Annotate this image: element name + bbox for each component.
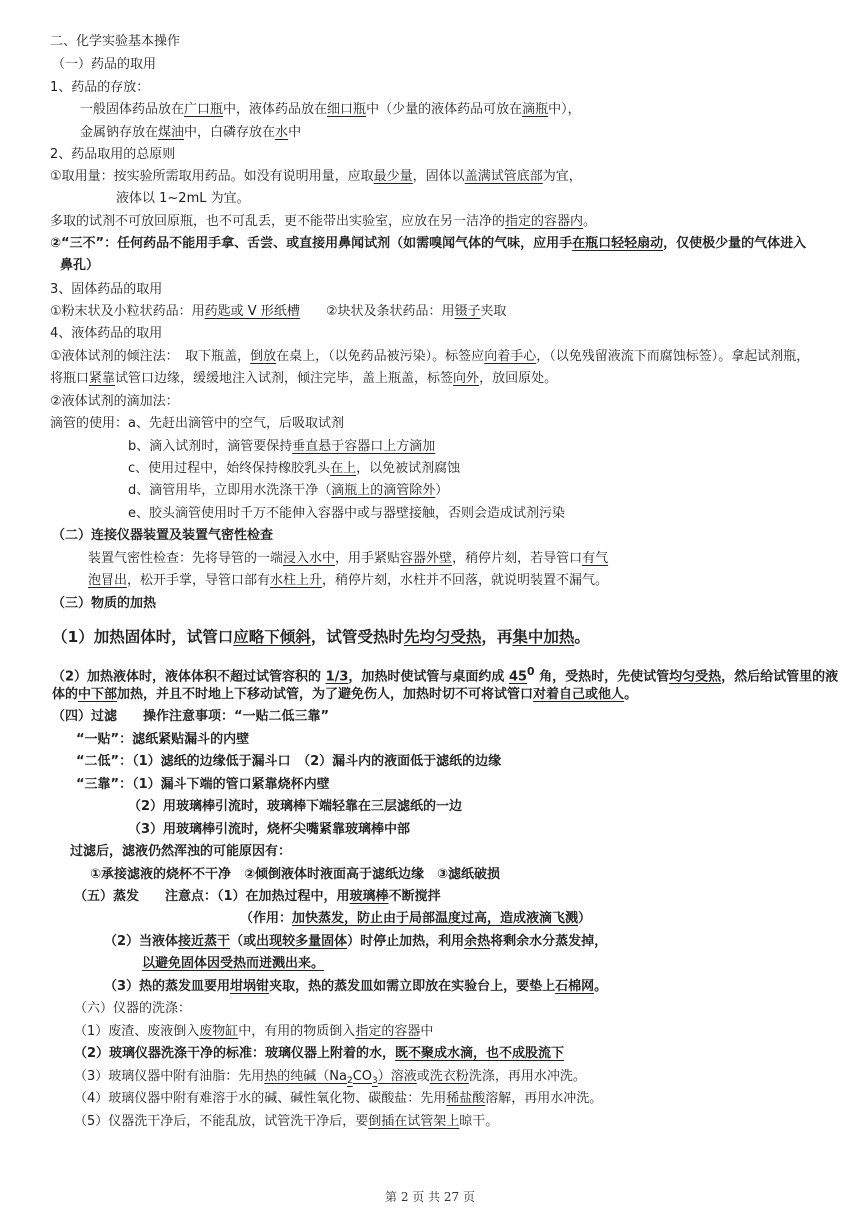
underlined-key-term: 均匀受热 [669, 669, 722, 685]
text-segment: 3、固体药品的取用 [50, 282, 163, 297]
text-segment: 二、化学实验基本操作 [50, 34, 181, 49]
text-segment: 中 [420, 1024, 434, 1039]
text-segment: 晾干。 [459, 1114, 499, 1129]
text-segment: （2）加热液体时，液体体积不超过试管容积的 [52, 669, 326, 685]
text-segment: ，放回原处。 [479, 371, 558, 386]
underlined-key-term: 应略下倾斜 [233, 628, 311, 646]
text-segment: 为宜， [542, 169, 582, 184]
underlined-key-term: ）溶液 [377, 1069, 417, 1084]
text-segment: 装置气密性检查：先将导管的一端 [88, 551, 284, 566]
underlined-key-term: 接近蒸干 [178, 934, 231, 949]
text-segment: ①粉末状及小粒状药品：用 [50, 304, 205, 319]
text-line [52, 662, 838, 687]
text-line [76, 730, 249, 750]
text-segment: （4）玻璃仪器中附有难溶于水的碱、碱性氧化物、碳酸盐：先用 [74, 1091, 447, 1106]
text-line [50, 78, 149, 98]
text-segment: （2）用玻璃棒引流时，玻璃棒下端轻靠在三层滤纸的一边 [128, 799, 463, 814]
underlined-key-term: 既不聚成水滴，也不成股流下 [395, 1046, 565, 1061]
text-segment: ，然后给试管里的液 [721, 669, 839, 685]
text-line [50, 167, 582, 187]
underlined-key-term: 废物缸 [199, 1024, 239, 1039]
text-line [128, 459, 460, 479]
text-line [74, 1044, 564, 1064]
text-segment: （3）热的蒸发皿要用 [104, 979, 231, 994]
underlined-key-term: 水柱上升 [270, 573, 323, 588]
text-segment: 夹取 [480, 304, 507, 319]
text-segment: （作用： [240, 911, 293, 926]
text-line [128, 481, 448, 501]
text-line [90, 865, 500, 885]
text-segment: ，稍停片刻，若导管口 [452, 551, 583, 566]
underlined-key-term: 余热 [464, 934, 491, 949]
underlined-key-term: 3 [372, 1076, 378, 1086]
underlined-key-term: 2 [346, 1076, 353, 1086]
text-segment: 溶解，再用水冲洗。 [485, 1091, 603, 1106]
text-segment: （2）玻璃仪器洗涤干净的标准：玻璃仪器上附着的水， [74, 1046, 396, 1061]
text-segment: 将瓶口 [50, 371, 90, 386]
text-segment: 滴管的使用：a、先赶出滴管中的空气，后吸取试剂 [50, 416, 344, 431]
underlined-key-term: 指定的容器 [355, 1024, 421, 1039]
text-line [128, 797, 462, 817]
text-segment: （1）加热固体时，试管口 [52, 628, 234, 646]
text-line [50, 145, 175, 165]
underlined-key-term: 在瓶口轻轻扇动 [572, 236, 664, 251]
underlined-key-term: CO [352, 1069, 373, 1084]
text-line [50, 302, 507, 322]
underlined-key-term: 细口瓶 [327, 102, 367, 117]
text-segment: “一贴”：滤纸紧贴漏斗的内壁 [76, 732, 250, 747]
text-segment: ②“三不”：任何药品不能用手拿、舌尝、或直接用鼻闻试剂（如需嗅闻气体的气味，应用手 [50, 236, 573, 251]
underlined-key-term: 垂直悬于容器口上方滴加 [292, 439, 436, 454]
text-line [52, 526, 273, 546]
text-segment: ②块状及条状药品：用 [299, 304, 455, 319]
text-segment: ，固体以 [412, 169, 465, 184]
text-segment: 多取的试剂不可放回原瓶，也不可乱丢，更不能带出实验室，应放在另一洁净的 [50, 214, 506, 229]
text-segment: 体的 [52, 687, 79, 702]
text-segment: （或 [230, 934, 257, 949]
text-line [50, 234, 806, 254]
text-line [80, 100, 581, 120]
text-line [52, 627, 590, 647]
underlined-key-term: 先均匀受热 [403, 628, 482, 646]
text-line [88, 571, 608, 591]
text-segment: 连接仪器装置及装置气密性检查 [91, 528, 274, 543]
underlined-key-term: 石棉网 [555, 979, 595, 994]
underlined-key-term: 坩埚钳 [230, 979, 270, 994]
text-segment: 一般固体药品放在 [80, 102, 185, 117]
underlined-key-term: 滴瓶 [522, 102, 549, 117]
underlined-key-term: 以避免固体因受热而迸溅出来。 [142, 956, 325, 971]
text-segment: ①承接滤液的烧杯不干净 ②倾倒液体时液面高于滤纸边缘 ③滤纸破损 [90, 867, 501, 882]
text-segment: （四）过滤 操作注意事项：“一贴二低三靠” [52, 709, 330, 724]
underlined-key-term: 出现较多量固体 [256, 934, 348, 949]
underlined-key-term: 滴瓶上的滴管除外 [331, 483, 436, 498]
text-segment: 中）， [548, 102, 581, 117]
text-line [50, 414, 344, 434]
text-segment: 不断搅拌 [388, 889, 441, 904]
text-line [128, 437, 435, 457]
underlined-key-term: 45 [508, 669, 528, 685]
text-segment: 或 [416, 1069, 430, 1084]
underlined-key-term: 在上 [330, 461, 357, 476]
text-segment: 。 [574, 628, 590, 646]
text-line [52, 707, 329, 727]
text-segment: ②液体试剂的滴加法： [50, 394, 179, 409]
text-segment: 金属钠存放在 [80, 125, 159, 140]
text-segment: （5）仪器洗干净后，不能乱放，试管洗干净后，要 [74, 1114, 369, 1129]
text-line [50, 347, 809, 367]
text-line [128, 504, 565, 524]
text-segment: ，（以免残留液流下而腐蚀标签）。拿起试剂瓶， [536, 349, 810, 364]
underlined-key-term: 泡冒出 [88, 573, 128, 588]
text-line [88, 549, 608, 569]
page-footer: 第 2 页 共 27 页 [385, 1190, 475, 1204]
text-line [104, 932, 607, 952]
underlined-key-term: 集中加热 [512, 628, 575, 646]
text-segment: 2、药品取用的总原则 [50, 147, 176, 162]
text-segment: ，加热时使试管与桌面约成 [348, 669, 509, 685]
text-segment: 角，受热时，先使试管 [534, 669, 670, 685]
underlined-key-term: 对着自己或他人 [533, 687, 625, 702]
underlined-key-term: 倒插在试管架上 [368, 1114, 460, 1129]
underlined-key-term: 向着手心 [484, 349, 537, 364]
text-segment: 试管口边缘，缓缓地注入试剂，倾注完毕，盖上瓶盖，标签 [115, 371, 454, 386]
text-segment: （1）废渣、废液倒入 [74, 1024, 200, 1039]
underlined-key-term: 稀盐酸 [446, 1091, 486, 1106]
text-line [74, 887, 441, 907]
text-segment: 。 [624, 687, 638, 702]
text-segment: （三）物质的加热 [52, 596, 157, 611]
underlined-key-term: 浸入水中 [283, 551, 336, 566]
underlined-key-term: 广口瓶 [184, 102, 224, 117]
text-segment: 中 [288, 125, 302, 140]
underlined-key-term: 镊子 [454, 304, 481, 319]
underlined-key-term: 容器外壁 [400, 551, 453, 566]
text-segment: ，再 [481, 628, 513, 646]
text-line [70, 842, 291, 862]
text-line [74, 1022, 433, 1042]
text-segment: 鼻孔） [60, 258, 100, 273]
text-line [52, 685, 637, 705]
text-segment: 夹取，热的蒸发皿如需立即放在实验台上，要垫上 [269, 979, 556, 994]
text-segment: ） [578, 911, 592, 926]
text-segment: （2）当液体 [104, 934, 179, 949]
text-line [50, 392, 179, 412]
text-line [74, 1067, 586, 1091]
text-segment: （一）药品的取用 [52, 57, 157, 72]
text-segment: ，松开手掌，导管口部有 [127, 573, 271, 588]
text-line [60, 256, 99, 276]
text-segment: 将剩余水分蒸发掉， [490, 934, 608, 949]
text-segment: “三靠”：（1）漏斗下端的管口紧靠烧杯内壁 [76, 777, 330, 792]
text-segment: c、使用过程中，始终保持橡胶乳头 [128, 461, 331, 476]
text-segment: （3）用玻璃棒引流时，烧杯尖嘴紧靠玻璃棒中部 [128, 822, 411, 837]
underlined-key-term: 1/3 [325, 669, 349, 685]
text-segment: 液体以 1~2mL 为宜。 [116, 191, 250, 206]
text-segment: 中（少量的液体药品可放在 [366, 102, 523, 117]
text-segment: d、滴管用毕，立即用水洗涤干净（ [128, 483, 332, 498]
text-line [104, 977, 607, 997]
text-segment: ，以免被试剂腐蚀 [356, 461, 461, 476]
text-segment: ①取用量：按实验所需取用药品。如没有说明用量，应取 [50, 169, 374, 184]
underlined-key-term: 中下部 [78, 687, 118, 702]
text-segment: “二低”：（1）滤纸的边缘低于漏斗口 （2）漏斗内的液面低于滤纸的边缘 [76, 754, 502, 769]
text-line [240, 909, 591, 929]
text-segment: ①液体试剂的倾注法： 取下瓶盖， [50, 349, 251, 364]
text-line [50, 324, 162, 344]
text-segment: 1、药品的存放： [50, 80, 150, 95]
text-segment: 中，有用的物质倒入 [238, 1024, 356, 1039]
text-line [76, 752, 501, 772]
underlined-key-term: 有气 [582, 551, 609, 566]
text-segment: 。 [583, 214, 597, 229]
text-segment: 中，液体药品放在 [223, 102, 328, 117]
text-line [142, 954, 324, 974]
text-line [50, 369, 557, 389]
text-segment: ，试管受热时 [310, 628, 404, 646]
text-segment: b、滴入试剂时，滴管要保持 [128, 439, 293, 454]
text-segment: ，仅使极少量的气体进入 [663, 236, 807, 251]
text-segment: 。 [594, 979, 608, 994]
text-segment: （六）仪器的洗涤： [74, 1001, 192, 1016]
text-line [50, 280, 162, 300]
text-segment: ） [435, 483, 449, 498]
text-line [74, 999, 191, 1019]
underlined-key-term: 药匙或 V 形纸槽 [204, 304, 300, 319]
text-line [116, 189, 250, 209]
underlined-key-term: 煤油 [158, 125, 185, 140]
text-segment: 0 [527, 665, 535, 678]
underlined-key-term: 玻璃棒 [349, 889, 389, 904]
underlined-key-term: 热的纯碱（Na [264, 1069, 347, 1084]
underlined-key-term: 紧靠 [89, 371, 116, 386]
text-line [74, 1112, 498, 1132]
underlined-key-term: 盖满试管底部 [464, 169, 543, 184]
underlined-key-term: 加快蒸发，防止由于局部温度过高，造成液滴飞溅 [292, 911, 579, 926]
text-line [74, 1089, 602, 1109]
underlined-key-term: 最少量 [373, 169, 413, 184]
underlined-key-term: 指定的容器内 [505, 214, 584, 229]
text-line [76, 775, 330, 795]
text-line [80, 123, 301, 143]
text-segment: ，用手紧贴 [335, 551, 401, 566]
text-line [52, 594, 156, 614]
text-segment: 在桌上，（以免药品被污染）。标签应 [276, 349, 485, 364]
text-segment: （3）玻璃仪器中附有油脂：先用 [74, 1069, 265, 1084]
underlined-key-term: 水 [275, 125, 289, 140]
underlined-key-term: 洗衣粉 [429, 1069, 469, 1084]
text-segment: （二） [52, 528, 92, 543]
text-segment: ，稍停片刻，水柱并不回落，就说明装置不漏气。 [322, 573, 609, 588]
text-segment: 加热，并且不时地上下移动试管，为了避免伤人，加热时切不可将试管口 [117, 687, 534, 702]
text-line [52, 55, 156, 75]
text-segment: ）时停止加热，利用 [347, 934, 465, 949]
text-segment: 过滤后，滤液仍然浑浊的可能原因有： [70, 844, 292, 859]
text-line [50, 212, 596, 232]
text-line [50, 32, 180, 52]
underlined-key-term: 倒放 [250, 349, 277, 364]
text-segment: 4、液体药品的取用 [50, 326, 163, 341]
text-line [128, 820, 410, 840]
text-segment: 洗涤，再用水冲洗。 [468, 1069, 586, 1084]
text-segment: 中，白磷存放在 [184, 125, 276, 140]
underlined-key-term: 向外 [453, 371, 480, 386]
text-segment: （五）蒸发 注意点：（1）在加热过程中，用 [74, 889, 350, 904]
text-segment: e、胶头滴管使用时千万不能伸入容器中或与器壁接触，否则会造成试剂污染 [128, 506, 565, 521]
